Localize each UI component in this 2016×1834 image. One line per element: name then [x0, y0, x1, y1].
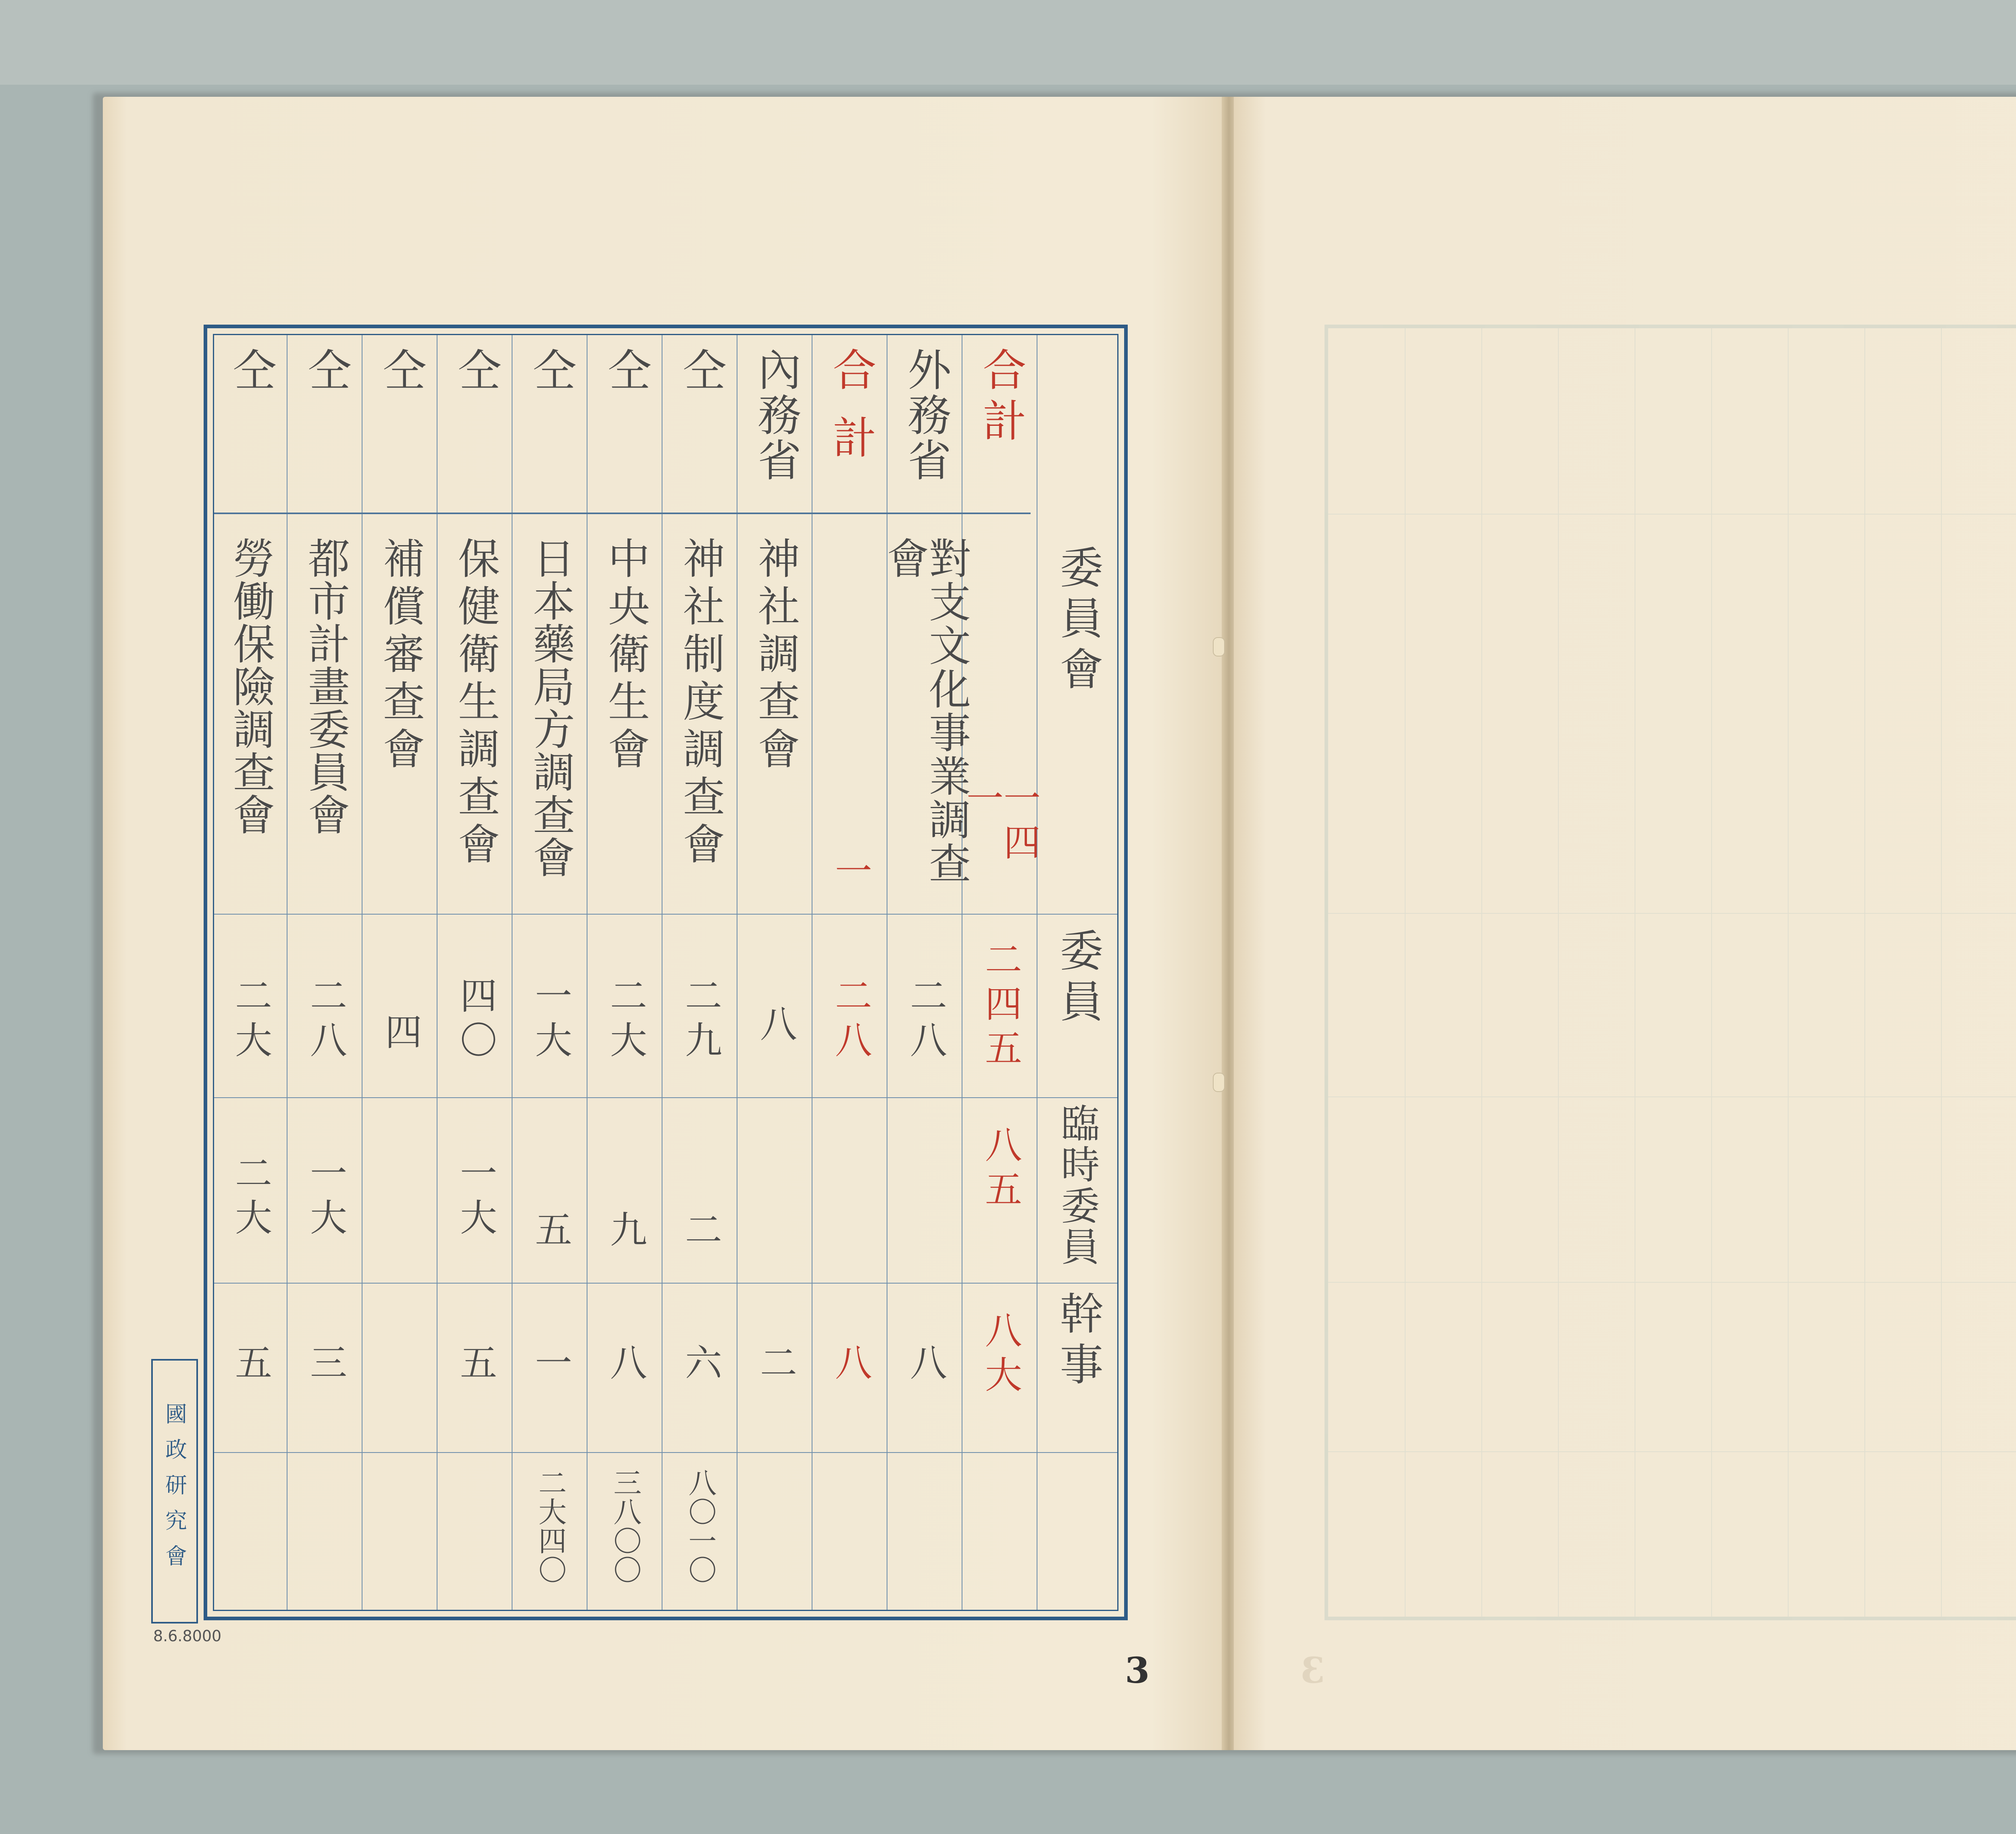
- publisher-stamp: [151, 1359, 198, 1624]
- row-6-temporary: [589, 1210, 662, 1275]
- row-2-members: [889, 976, 962, 1081]
- row-5-extra-text: 八〇一〇: [684, 1468, 717, 1584]
- row-rule: [214, 1452, 1117, 1453]
- row-1-mark: [964, 347, 1037, 509]
- ghost-rule: [1328, 913, 2016, 914]
- row-8-mark-text: 仝: [450, 347, 501, 398]
- print-code: 8.6.8000: [153, 1627, 222, 1645]
- ghost-rule: [1481, 328, 1482, 1617]
- row-11-mark: [214, 347, 287, 509]
- row-8-mark: [439, 347, 512, 509]
- row-8-secretary-text: 五: [454, 1343, 497, 1388]
- row-5-mark-text: 仝: [675, 347, 726, 398]
- committee-ledger-table: [204, 325, 1128, 1620]
- header-temporary-label: 臨時委員: [1055, 1103, 1100, 1268]
- row-3-secretary: [814, 1343, 887, 1440]
- ghost-rule: [1941, 328, 1942, 1617]
- row-7-name-text: 日本藥局方調查會: [526, 537, 575, 879]
- row-2-mark: [889, 347, 962, 509]
- row-7-secretary-text: 一: [529, 1343, 572, 1388]
- row-6-extra: [589, 1468, 662, 1613]
- row-1-extra-text: 一四一: [960, 779, 1041, 867]
- row-9-mark: [364, 347, 437, 509]
- row-2-name-text: 對支文化事業調查會: [880, 537, 971, 885]
- ghost-rule: [1864, 328, 1865, 1617]
- row-1-secretary-text: 八大: [979, 1311, 1022, 1400]
- row-2-secretary: [889, 1343, 962, 1440]
- row-3-mark: [814, 347, 887, 509]
- row-10-secretary-text: 三: [304, 1343, 347, 1388]
- row-1-mark-text: 合計: [975, 347, 1026, 449]
- ghost-rule: [1711, 328, 1712, 1617]
- row-5-name: [664, 537, 737, 900]
- row-11-name-text: 勞働保險調查會: [226, 537, 275, 836]
- row-9-name-text: 補償審查會: [376, 537, 425, 775]
- row-7-extra: [514, 1468, 587, 1613]
- row-11-name: [214, 537, 287, 900]
- row-1-members-text: 二四五: [979, 940, 1022, 1073]
- row-5-secretary-text: 六: [679, 1343, 722, 1388]
- row-7-mark-text: 仝: [525, 347, 576, 398]
- row-6-name-text: 中央衛生會: [601, 537, 650, 775]
- row-6-members: [589, 976, 662, 1081]
- row-3-members: [814, 976, 887, 1081]
- ghost-rule: [1558, 328, 1559, 1617]
- row-10-secretary: [289, 1343, 362, 1440]
- header-members-label: 委員: [1052, 928, 1103, 1030]
- row-8-name-text: 保健衛生調查會: [451, 537, 500, 870]
- row-5-name-text: 神社制度調查會: [676, 537, 725, 870]
- row-4-members-text: 八: [754, 1005, 797, 1049]
- row-8-members: [439, 976, 512, 1081]
- row-3-extra: [814, 851, 887, 908]
- row-4-secretary-text: 二: [754, 1343, 797, 1388]
- row-2-members-text: 二八: [904, 976, 947, 1065]
- header-committee-label: 委員會: [1052, 545, 1103, 697]
- row-1-secretary: [964, 1311, 1037, 1448]
- bleed-through-table: [1325, 325, 2016, 1620]
- row-10-members: [289, 976, 362, 1081]
- header-members: [1039, 928, 1116, 1089]
- row-5-temporary-text: 二: [679, 1210, 722, 1255]
- row-rule: [214, 914, 1117, 915]
- row-1-temporary: [964, 1125, 1037, 1279]
- row-11-temporary-text: 二大: [229, 1154, 272, 1242]
- row-5-extra: [664, 1468, 737, 1613]
- ghost-rule: [1328, 1096, 2016, 1097]
- ghost-rule: [1405, 328, 1406, 1617]
- publisher-stamp-text: 國政研究會: [162, 1403, 187, 1580]
- row-6-secretary: [589, 1343, 662, 1440]
- ghost-rule: [1788, 328, 1789, 1617]
- row-6-secretary-text: 八: [604, 1343, 647, 1388]
- row-8-members-text: 四〇: [454, 976, 497, 1065]
- row-1-extra: [960, 779, 1041, 900]
- ghost-rule: [1328, 1282, 2016, 1283]
- row-11-mark-text: 仝: [225, 347, 276, 398]
- row-10-members-text: 二八: [304, 976, 347, 1065]
- ghost-rule: [1328, 514, 2016, 515]
- row-rule: [214, 1283, 1117, 1284]
- row-6-mark-text: 仝: [600, 347, 651, 398]
- row-7-extra-text: 二大四〇: [534, 1468, 567, 1584]
- row-4-secretary: [739, 1343, 812, 1440]
- row-4-mark: [739, 347, 812, 509]
- row-2-name: [880, 537, 971, 900]
- row-2-secretary-text: 八: [904, 1343, 947, 1388]
- row-7-mark: [514, 347, 587, 509]
- row-9-members-text: 四: [379, 1013, 422, 1057]
- ledger-inner-frame: [213, 334, 1118, 1611]
- row-7-temporary-text: 五: [529, 1210, 572, 1255]
- row-5-temporary: [664, 1210, 737, 1275]
- row-7-secretary: [514, 1343, 587, 1440]
- header-committee: [1039, 545, 1116, 900]
- row-3-members-text: 二八: [829, 976, 872, 1065]
- row-5-mark: [664, 347, 737, 509]
- row-6-mark: [589, 347, 662, 509]
- row-rule: [214, 513, 1031, 514]
- row-6-name: [589, 537, 662, 900]
- row-4-name: [739, 537, 812, 900]
- row-5-members-text: 二九: [679, 976, 722, 1065]
- row-11-temporary: [214, 1154, 287, 1275]
- row-5-secretary: [664, 1343, 737, 1440]
- binding-tie-lower: [1213, 1073, 1225, 1092]
- row-7-temporary: [514, 1210, 587, 1275]
- binding-tie-upper: [1213, 637, 1225, 656]
- row-11-secretary-text: 五: [229, 1343, 272, 1388]
- row-10-mark: [289, 347, 362, 509]
- row-6-temporary-text: 九: [604, 1210, 647, 1255]
- row-3-secretary-text: 八: [829, 1343, 872, 1388]
- row-10-temporary: [289, 1154, 362, 1275]
- row-1-temporary-text: 八五: [979, 1125, 1022, 1214]
- row-9-members: [364, 1013, 437, 1077]
- header-temporary: [1039, 1103, 1116, 1281]
- row-8-name: [439, 537, 512, 900]
- row-4-mark-text: 內務省: [750, 347, 801, 483]
- bleed-through-page-number: 3: [1300, 1649, 1325, 1691]
- row-7-members-text: 一大: [529, 976, 572, 1065]
- row-10-mark-text: 仝: [300, 347, 351, 398]
- row-8-temporary: [439, 1154, 512, 1275]
- row-9-mark-text: 仝: [375, 347, 426, 398]
- row-11-members-text: 二大: [229, 976, 272, 1065]
- row-6-extra-text: 三八〇〇: [609, 1468, 642, 1584]
- row-3-mark-text: 合計: [825, 347, 876, 483]
- ghost-rule: [1328, 1451, 2016, 1452]
- row-10-name-text: 都市計畫委員會: [301, 537, 350, 836]
- header-secretary-label: 幹事: [1052, 1291, 1103, 1392]
- row-11-secretary: [214, 1343, 287, 1440]
- row-11-members: [214, 976, 287, 1081]
- row-8-secretary: [439, 1343, 512, 1440]
- row-1-members: [964, 940, 1037, 1093]
- row-7-members: [514, 976, 587, 1081]
- row-5-members: [664, 976, 737, 1081]
- row-6-members-text: 二大: [604, 976, 647, 1065]
- row-4-members: [739, 1005, 812, 1077]
- background-band: [0, 0, 2016, 85]
- header-secretary: [1039, 1291, 1116, 1444]
- page-number: 3: [1125, 1649, 1150, 1691]
- row-4-name-text: 神社調查會: [751, 537, 800, 775]
- row-rule: [214, 1097, 1117, 1098]
- row-2-mark-text: 外務省: [900, 347, 951, 483]
- row-9-name: [364, 537, 437, 900]
- row-8-temporary-text: 一大: [454, 1154, 497, 1242]
- row-7-name: [514, 537, 587, 900]
- row-10-name: [289, 537, 362, 900]
- row-3-extra-text: 一: [829, 851, 872, 896]
- row-10-temporary-text: 一大: [304, 1154, 347, 1242]
